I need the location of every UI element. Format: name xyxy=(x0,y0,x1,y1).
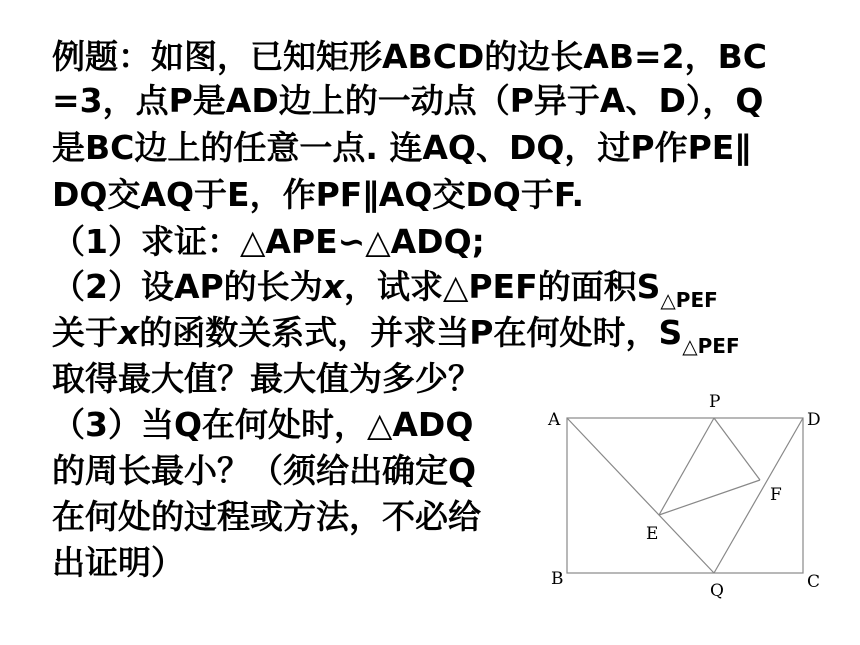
segment-pe xyxy=(659,418,714,515)
q2-text-d: 的函数关系式，并求当P在何处时，S xyxy=(139,313,683,352)
rectangle-abcd xyxy=(567,418,803,573)
segment-dq xyxy=(714,418,803,573)
label-c: C xyxy=(807,572,821,592)
question-3-line-4: 出证明） xyxy=(52,543,184,582)
segment-aq xyxy=(567,418,714,573)
question-2-line-3: 取得最大值？最大值为多少？ xyxy=(52,359,481,398)
problem-line-2: =3，点P是AD边上的一动点（P异于A、D），Q xyxy=(52,81,764,120)
variable-x: x xyxy=(322,267,344,306)
problem-line-3: 是BC边上的任意一点. 连AQ、DQ，过P作PE∥ xyxy=(52,128,751,167)
q2-text-a: （2）设AP的长为 xyxy=(52,267,323,306)
label-q: Q xyxy=(710,581,724,601)
label-e: E xyxy=(646,524,659,544)
label-b: B xyxy=(551,569,564,589)
question-1: （1）求证：△APE∽△ADQ; xyxy=(52,222,485,261)
problem-line-4: DQ交AQ于E，作PF∥AQ交DQ于F. xyxy=(52,175,585,214)
label-p: P xyxy=(709,392,721,412)
variable-x: x xyxy=(118,313,140,352)
question-3-line-1: （3）当Q在何处时，△ADQ xyxy=(52,405,474,444)
segment-ef xyxy=(659,480,760,515)
subscript-pef: △PEF xyxy=(682,334,740,358)
subscript-pef: △PEF xyxy=(660,288,718,312)
q2-text-b: ，试求△PEF的面积S xyxy=(343,267,661,306)
label-d: D xyxy=(807,410,821,430)
segment-pf xyxy=(714,418,760,480)
problem-line-1: 例题：如图，已知矩形ABCD的边长AB=2，BC xyxy=(52,37,767,76)
q2-text-c: 关于 xyxy=(52,313,118,352)
label-a: A xyxy=(548,410,561,430)
question-3-line-2: 的周长最小？（须给出确定Q xyxy=(52,451,477,490)
label-f: F xyxy=(770,485,782,505)
question-3-line-3: 在何处的过程或方法，不必给 xyxy=(52,497,481,536)
